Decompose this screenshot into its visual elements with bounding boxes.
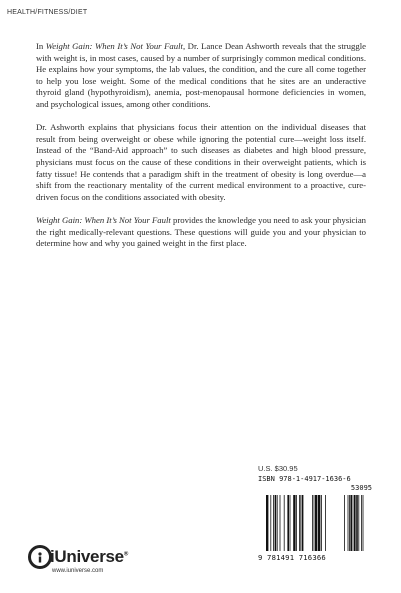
addon-digits: 53095: [350, 484, 372, 492]
barcode-bar: [314, 495, 315, 551]
ean-bars: [266, 495, 336, 551]
paragraph-1-prefix: In: [36, 41, 46, 51]
barcode-bar: [349, 495, 350, 551]
barcode-bar: [358, 495, 359, 551]
paragraph-3: [36, 215, 366, 250]
barcode-bar: [344, 495, 345, 551]
barcode-bar: [348, 495, 349, 551]
book-title-3: Weight Gain: When It’s Not Your Fault: [36, 214, 171, 225]
barcode-bar: [280, 495, 281, 551]
paragraph-1-text: , Dr. Lance Dean Ashworth reveals that the struggle with weight is, in most cases, caused by a number of surprisingly common medical conditions. He explains how your symptoms, the lab values, the condition, and the cure all come together to help you lose weight. Some of the medical conditions that he sites are an underactive thyroid gland (hypothyroidism), anemia, post-menopausal hormone deficiencies in women, and psychological issues, among other conditions.: [36, 41, 366, 109]
paragraph-3-text: provides the knowledge you need to ask your physician the right medically-relevant questions. These questions will guide you and your physician to determine how and why you gained weight in the first place.: [36, 214, 367, 249]
barcode-bar: [300, 495, 301, 551]
barcode-bar: [266, 495, 268, 551]
isbn-text: ISBN 978-1-4917-1636-6: [258, 475, 351, 483]
publisher-name: [50, 547, 128, 567]
publisher-logo: [28, 545, 178, 585]
barcode-bar: [287, 495, 289, 551]
barcode-bar: [290, 495, 291, 551]
barcode-bar: [315, 495, 317, 551]
barcode-bar: [270, 495, 271, 551]
barcode-bar: [273, 495, 274, 551]
iuniverse-swirl-icon: [28, 545, 52, 569]
barcode: [256, 475, 374, 568]
barcode-bar: [361, 495, 362, 551]
barcode-bar: [325, 495, 326, 551]
book-title-1: Weight Gain: When It’s Not Your Fault: [45, 41, 183, 51]
back-cover-copy: [36, 41, 366, 261]
barcode-bar: [356, 495, 358, 551]
barcode-bar: [353, 495, 354, 551]
paragraph-2: Dr. Ashworth explains that physicians focus their attention on the individual diseases that result from being overweight or obese while ignoring the potential cure—weight loss itself. Instead of the “Band-Aid approach” to such diseases as diabetes and high blood pressure, physicians must focus on the cause of these conditions in their overweight patients, which is fatty tissue! He contends that a paradigm shift in the treatment of obesity is long overdue—a shift from the reactionary mentality of the current medical environment to a proactive, cure-driven focus on the conditions associated with obesity.: [36, 122, 366, 202]
registered-mark: ®: [123, 551, 128, 558]
paragraph-1: [36, 41, 366, 111]
barcode-bar: [296, 495, 297, 551]
barcode-bar: [284, 495, 285, 551]
addon-bars: [344, 495, 372, 551]
publisher-name-text: iUniverse: [50, 547, 124, 566]
barcode-bar: [363, 495, 364, 551]
barcode-bar: [299, 495, 300, 551]
barcode-bar: [293, 495, 295, 551]
price-label: U.S. $30.95: [258, 464, 298, 473]
barcode-bar: [312, 495, 313, 551]
category-label: HEALTH/FITNESS/DIET: [7, 9, 88, 16]
barcode-bar: [321, 495, 322, 551]
ean-digits: 9 781491 716366: [258, 553, 326, 562]
barcode-bar: [277, 495, 278, 551]
barcode-bar: [350, 495, 352, 551]
publisher-url: www.iuniverse.com: [52, 568, 104, 574]
barcode-bar: [354, 495, 356, 551]
barcode-bar: [275, 495, 277, 551]
barcode-bar: [318, 495, 320, 551]
barcode-bar: [302, 495, 304, 551]
